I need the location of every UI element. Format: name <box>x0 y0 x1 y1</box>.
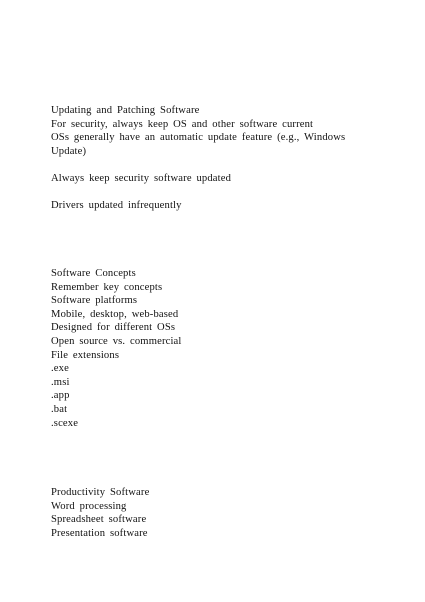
text-line: OSs generally have an automatic update feature (e.g., Windows <box>51 132 346 144</box>
text-line: File extensions <box>51 349 120 361</box>
text-line: Drivers updated infrequently <box>51 200 182 212</box>
section-productivity-software <box>51 486 381 540</box>
paragraph-gap <box>51 186 381 200</box>
text-line: Word processing <box>51 500 127 512</box>
file-extension: .bat <box>51 403 68 415</box>
text-line: Update) <box>51 145 87 157</box>
text-line: Software platforms <box>51 295 138 307</box>
file-extension: .msi <box>51 376 70 388</box>
text-line: Mobile, desktop, web-based <box>51 308 179 320</box>
text-line: Presentation software <box>51 527 148 539</box>
paragraph-gap <box>51 158 381 172</box>
section-heading: Software Concepts <box>51 268 136 279</box>
text-line: Spreadsheet software <box>51 514 147 526</box>
text-line: Remember key concepts <box>51 281 163 293</box>
section-updating-patching <box>51 104 381 213</box>
section-heading: Updating and Patching Software <box>51 105 200 116</box>
file-extension: .app <box>51 390 70 402</box>
section-software-concepts <box>51 267 381 430</box>
text-line: For security, always keep OS and other software current <box>51 118 314 130</box>
text-line: Designed for different OSs <box>51 322 176 334</box>
section-heading: Productivity Software <box>51 487 150 498</box>
file-extension: .exe <box>51 363 69 375</box>
text-line: Open source vs. commercial <box>51 335 182 347</box>
text-line: Always keep security software updated <box>51 172 232 184</box>
file-extension: .scexe <box>51 417 79 429</box>
